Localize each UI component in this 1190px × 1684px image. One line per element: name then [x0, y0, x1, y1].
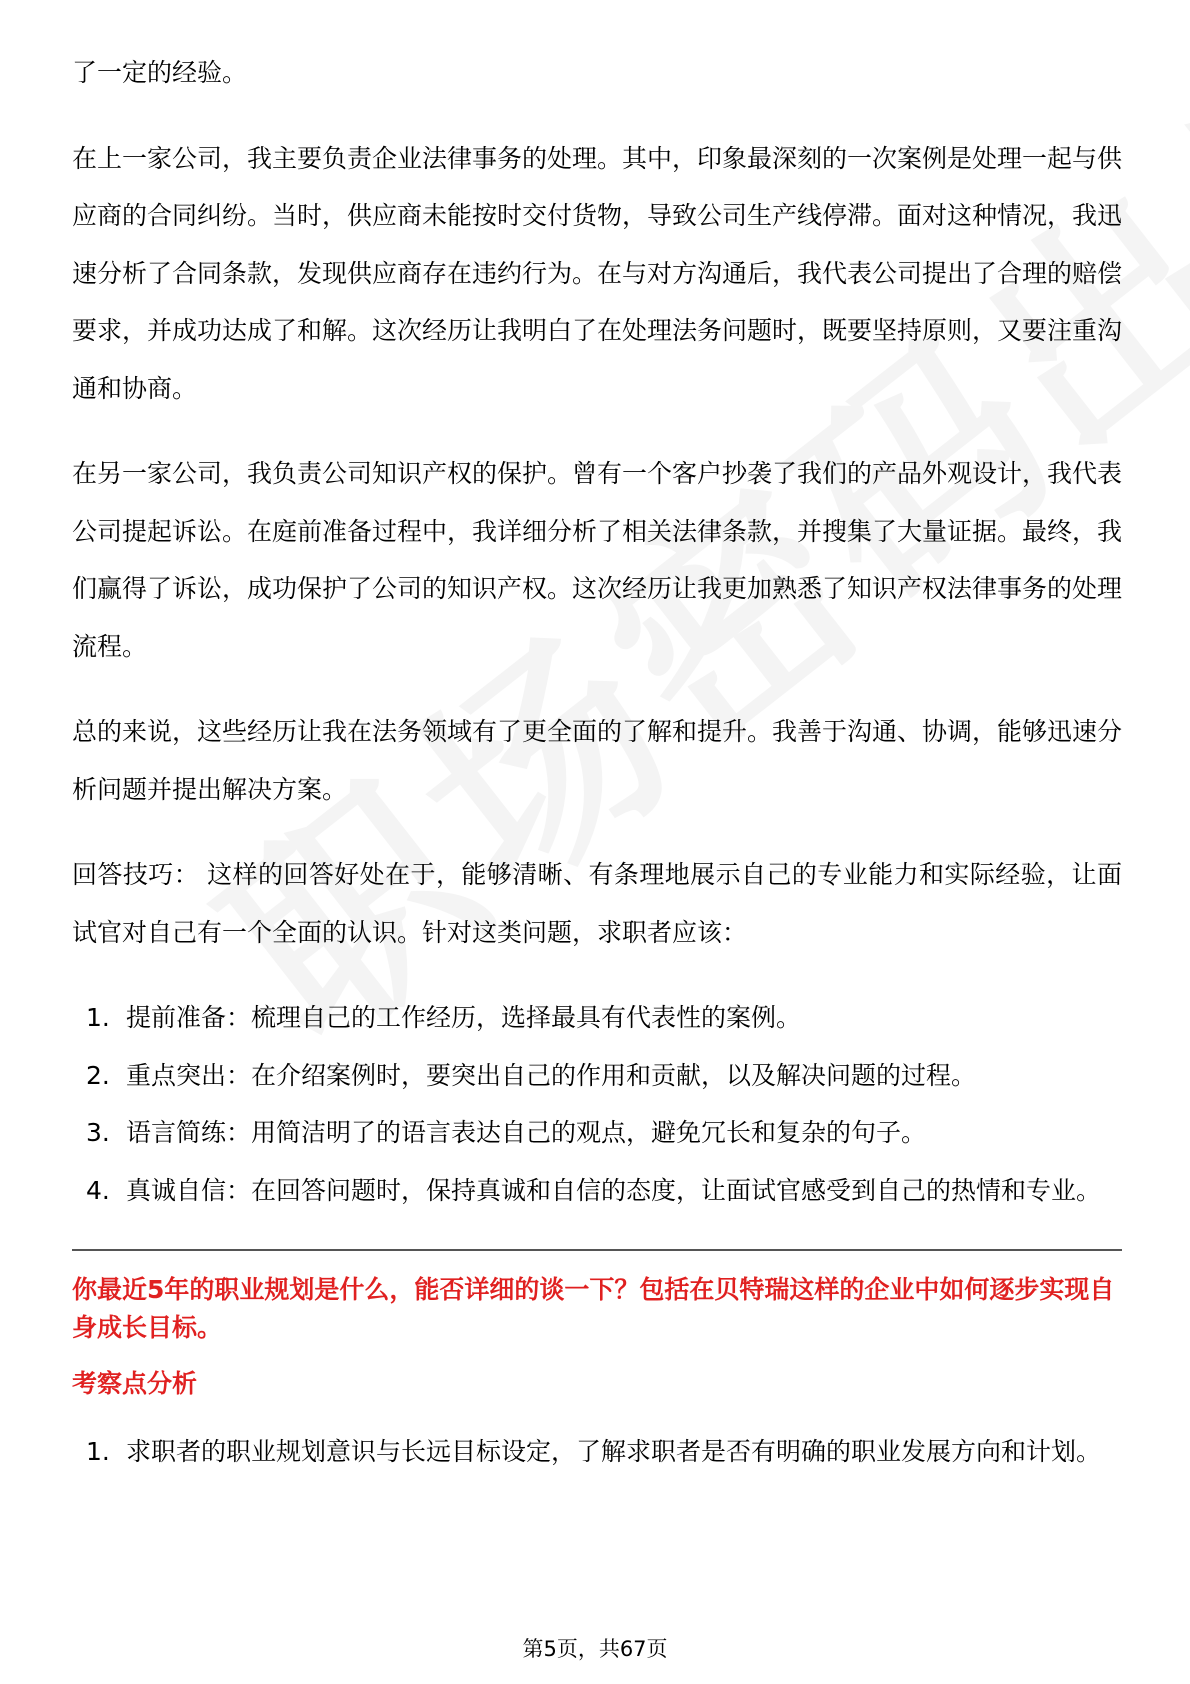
- paragraph-ip-case: 在另一家公司，我负责公司知识产权的保护。曾有一个客户抄袭了我们的产品外观设计，我代表公司提起诉讼。在庭前准备过程中，我详细分析了相关法律条款，并搜集了大量证据。最终，我们赢得了诉讼，成功保护了公司的知识产权。这次经历让我更加熟悉了知识产权法律事务的处理流程。: [72, 459, 1123, 661]
- list-item: [72, 1162, 1122, 1220]
- paragraph-continuation: 了一定的经验。: [72, 58, 248, 87]
- list-item: [72, 1047, 1122, 1105]
- page-content: [72, 44, 1122, 1511]
- list-item-text: 提前准备：梳理自己的工作经历，选择最具有代表性的案例。: [126, 1003, 802, 1032]
- list-item-number: 2.: [86, 1060, 110, 1090]
- list-item-number: 3.: [86, 1118, 110, 1147]
- list-item-text: 语言简练：用简洁明了的语言表达自己的观点，避免冗长和复杂的句子。: [126, 1118, 927, 1147]
- list-item: [72, 1423, 1122, 1481]
- page-footer: 第5页，共67页: [522, 1637, 668, 1661]
- section-title-analysis: 考察点分析: [72, 1369, 198, 1398]
- list-item-number: 4.: [86, 1175, 110, 1205]
- list-item: [72, 1104, 1122, 1162]
- list-item: [72, 989, 1122, 1047]
- interview-question: 你最近5年的职业规划是什么，能否详细的谈一下？包括在贝特瑞这样的企业中如何逐步实现自身成长目标。: [72, 1275, 1115, 1342]
- answer-tips-text: 这样的回答好处在于，能够清晰、有条理地展示自己的专业能力和实际经验，让面试官对自己有一个全面的认识。针对这类问题，求职者应该：: [72, 860, 1122, 947]
- list-item-text: 重点突出：在介绍案例时，要突出自己的作用和贡献，以及解决问题的过程。: [126, 1060, 977, 1090]
- paragraph-summary: 总的来说，这些经历让我在法务领域有了更全面的了解和提升。我善于沟通、协调，能够迅速分析问题并提出解决方案。: [72, 717, 1123, 804]
- list-item-number: 1.: [86, 1437, 110, 1466]
- answer-tips: [72, 846, 1122, 961]
- paragraph-contract-case: 在上一家公司，我主要负责企业法律事务的处理。其中，印象最深刻的一次案例是处理一起与供应商的合同纠纷。当时，供应商未能按时交付货物，导致公司生产线停滞。面对这种情况，我迅速分析了合同条款，发现供应商存在违约行为。在与对方沟通后，我代表公司提出了合理的赔偿要求，并成功达成了和解。这次经历让我明白了在处理法务问题时，既要坚持原则，又要注重沟通和协商。: [72, 143, 1123, 403]
- list-item-text: 求职者的职业规划意识与长远目标设定，了解求职者是否有明确的职业发展方向和计划。: [126, 1437, 1102, 1466]
- answer-tips-label: 回答技巧：: [72, 860, 200, 889]
- list-item-text: 真诚自信：在回答问题时，保持真诚和自信的态度，让面试官感受到自己的热情和专业。: [126, 1175, 1102, 1205]
- list-item-number: 1.: [86, 1003, 110, 1032]
- analysis-list: [72, 1423, 1122, 1481]
- tips-list: [72, 989, 1122, 1219]
- section-divider: [72, 1249, 1122, 1251]
